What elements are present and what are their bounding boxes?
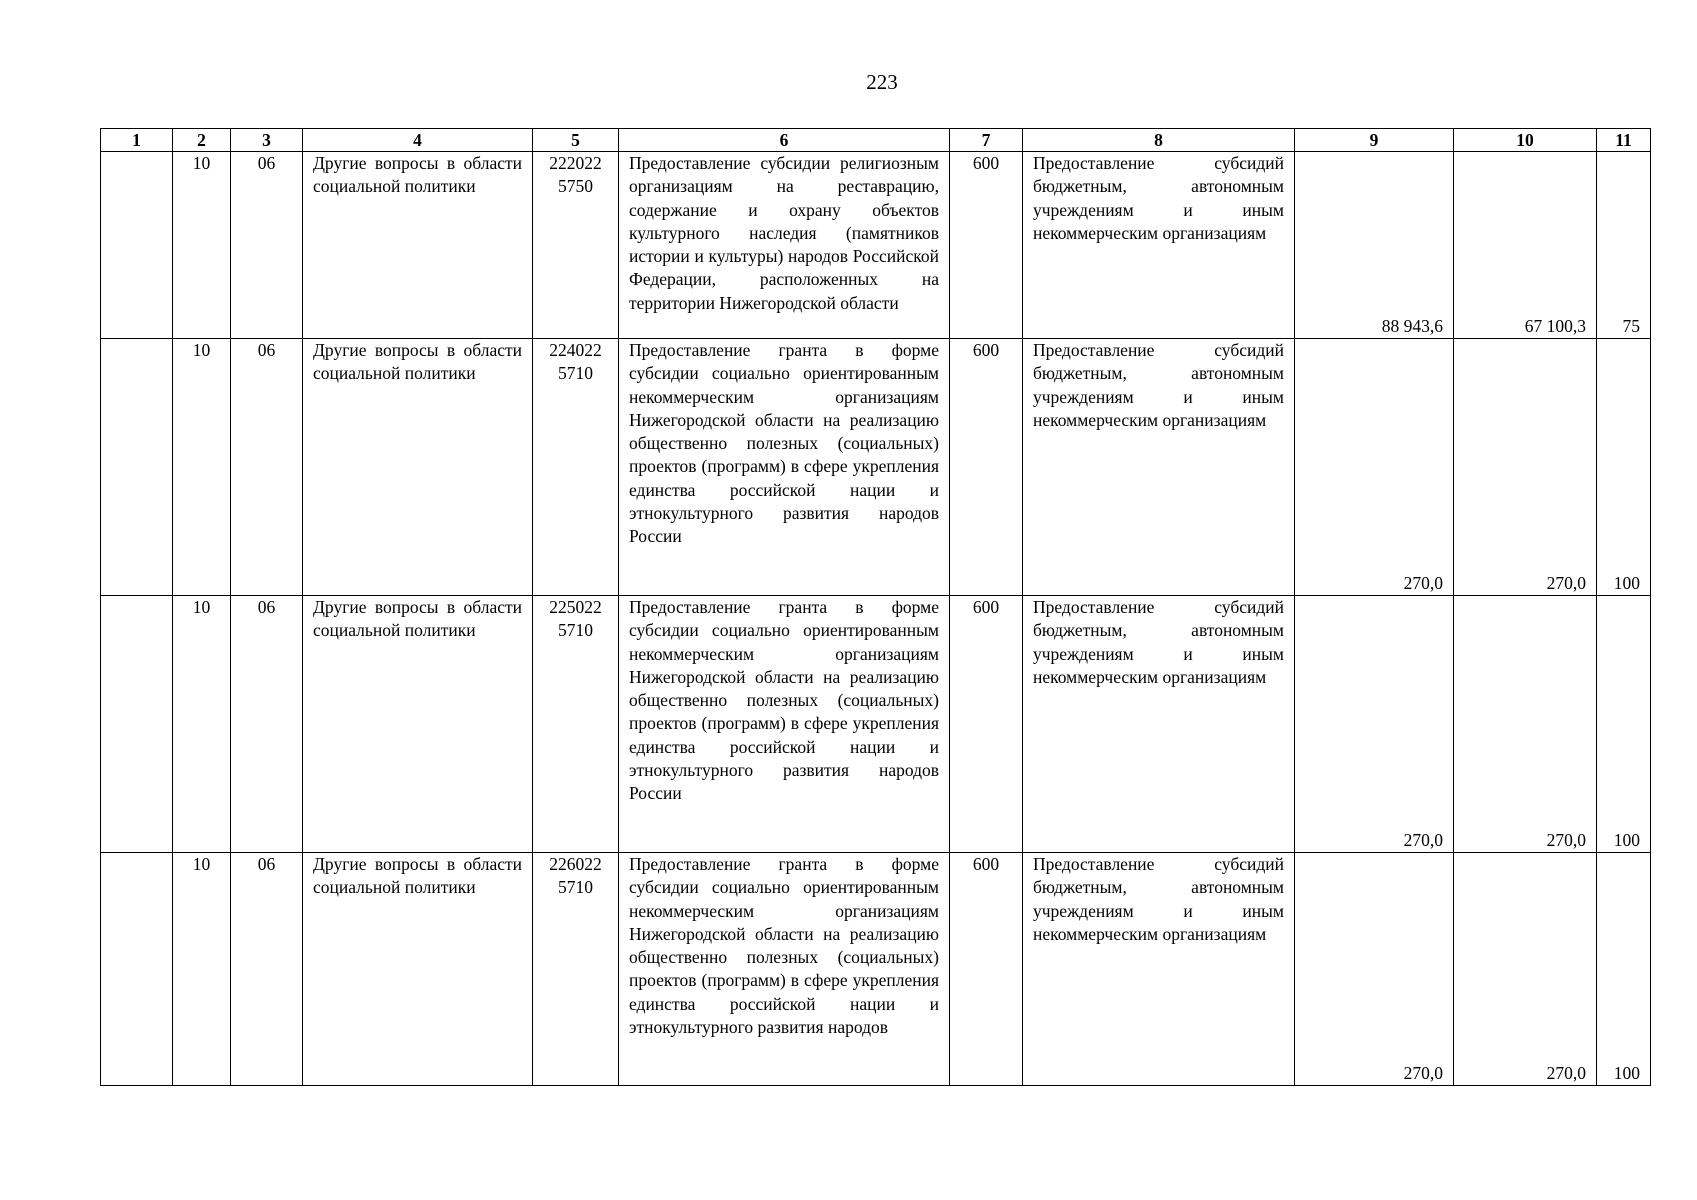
column-header-10: 10 — [1454, 129, 1597, 152]
column-header-8: 8 — [1023, 129, 1295, 152]
cell-section: 10 — [173, 152, 231, 339]
target-code-part1: 222022 — [549, 153, 602, 173]
cell-actual-amount: 270,0 — [1454, 853, 1597, 1086]
cell-section-name: Другие вопросы в области социальной политики — [303, 853, 533, 1086]
cell-description: Предоставление гранта в форме субсидии социально ориентированным некоммерческим организациям Нижегородской области на реализацию общественно полезных (социальных) проектов (программ) в сфере укрепления единства российской нации и этнокультурного развития народов — [619, 853, 950, 1086]
cell-expense-type-name: Предоставление субсидий бюджетным, автономным учреждениям и иным некоммерческим организациям — [1023, 339, 1295, 596]
target-code-part2: 5710 — [558, 363, 593, 384]
cell-expense-type: 600 — [950, 339, 1023, 596]
target-code-part2: 5750 — [558, 176, 593, 197]
cell-target-code — [533, 853, 619, 1086]
column-header-3: 3 — [231, 129, 303, 152]
cell-expense-type-name: Предоставление субсидий бюджетным, автономным учреждениям и иным некоммерческим организациям — [1023, 152, 1295, 339]
column-header-7: 7 — [950, 129, 1023, 152]
cell-planned-amount: 88 943,6 — [1295, 152, 1454, 339]
table-row — [101, 853, 1651, 1086]
table-row — [101, 596, 1651, 853]
cell-section: 10 — [173, 853, 231, 1086]
column-header-4: 4 — [303, 129, 533, 152]
cell-section-name: Другие вопросы в области социальной политики — [303, 339, 533, 596]
cell-percent: 100 — [1597, 596, 1651, 853]
cell-description: Предоставление субсидии религиозным организациям на реставрацию, содержание и охрану объектов культурного наследия (памятников истории и культуры) народов Российской Федерации, расположенных на территории Нижегородской области — [619, 152, 950, 339]
budget-table — [100, 128, 1651, 1086]
cell-target-code — [533, 152, 619, 339]
column-header-6: 6 — [619, 129, 950, 152]
target-code-part1: 224022 — [549, 340, 602, 360]
cell-actual-amount: 270,0 — [1454, 596, 1597, 853]
cell-percent: 100 — [1597, 853, 1651, 1086]
cell-section-name: Другие вопросы в области социальной политики — [303, 596, 533, 853]
cell-actual-amount: 67 100,3 — [1454, 152, 1597, 339]
cell-section-name: Другие вопросы в области социальной политики — [303, 152, 533, 339]
cell-description: Предоставление гранта в форме субсидии социально ориентированным некоммерческим организациям Нижегородской области на реализацию общественно полезных (социальных) проектов (программ) в сфере укрепления единства российской нации и этнокультурного развития народов России — [619, 596, 950, 853]
cell-percent: 75 — [1597, 152, 1651, 339]
cell-expense-type: 600 — [950, 853, 1023, 1086]
cell-subsection: 06 — [231, 596, 303, 853]
header-row — [101, 129, 1651, 152]
column-header-9: 9 — [1295, 129, 1454, 152]
cell-section: 10 — [173, 596, 231, 853]
cell-target-code — [533, 596, 619, 853]
table-row — [101, 339, 1651, 596]
page-number: 223 — [866, 70, 898, 94]
cell-actual-amount: 270,0 — [1454, 339, 1597, 596]
column-header-1: 1 — [101, 129, 173, 152]
cell-planned-amount: 270,0 — [1295, 596, 1454, 853]
cell-planned-amount: 270,0 — [1295, 339, 1454, 596]
column-header-2: 2 — [173, 129, 231, 152]
target-code-part2: 5710 — [558, 620, 593, 641]
cell-target-code — [533, 339, 619, 596]
column-header-5: 5 — [533, 129, 619, 152]
column-header-11: 11 — [1597, 129, 1651, 152]
cell-expense-type-name: Предоставление субсидий бюджетным, автономным учреждениям и иным некоммерческим организациям — [1023, 596, 1295, 853]
cell-col1 — [101, 152, 173, 339]
cell-subsection: 06 — [231, 853, 303, 1086]
table-row — [101, 152, 1651, 339]
cell-expense-type-name: Предоставление субсидий бюджетным, автономным учреждениям и иным некоммерческим организациям — [1023, 853, 1295, 1086]
cell-col1 — [101, 339, 173, 596]
cell-expense-type: 600 — [950, 152, 1023, 339]
cell-percent: 100 — [1597, 339, 1651, 596]
target-code-part2: 5710 — [558, 877, 593, 898]
cell-expense-type: 600 — [950, 596, 1023, 853]
cell-planned-amount: 270,0 — [1295, 853, 1454, 1086]
cell-col1 — [101, 853, 173, 1086]
target-code-part1: 226022 — [549, 854, 602, 874]
cell-description: Предоставление гранта в форме субсидии социально ориентированным некоммерческим организациям Нижегородской области на реализацию общественно полезных (социальных) проектов (программ) в сфере укрепления единства российской нации и этнокультурного развития народов России — [619, 339, 950, 596]
target-code-part1: 225022 — [549, 597, 602, 617]
cell-col1 — [101, 596, 173, 853]
cell-subsection: 06 — [231, 339, 303, 596]
cell-subsection: 06 — [231, 152, 303, 339]
cell-section: 10 — [173, 339, 231, 596]
